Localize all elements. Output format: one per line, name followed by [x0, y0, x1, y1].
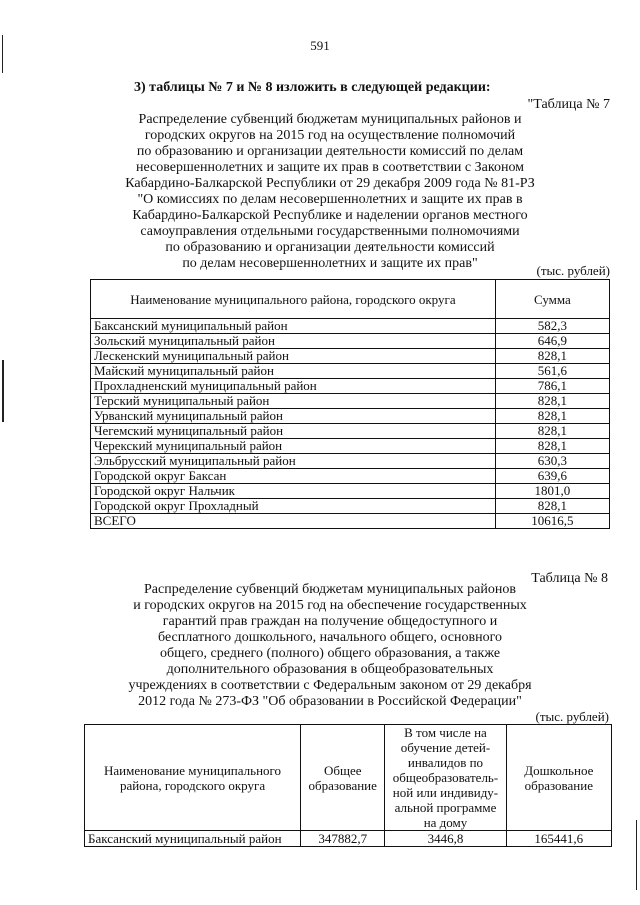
title-line: городских округов на 2015 год на осуществление полномочий: [144, 128, 516, 143]
row-label-cell: Терский муниципальный район: [91, 394, 496, 409]
left-margin-mark: [2, 360, 4, 422]
title-line: дополнительного образования в общеобразовательных: [166, 662, 494, 677]
value-cell: 561,6: [495, 364, 609, 379]
column-header-preschool: Дошкольное образование: [506, 725, 611, 831]
value-cell: 646,9: [495, 334, 609, 349]
value-cell: 630,3: [495, 454, 609, 469]
row-label-cell: Зольский муниципальный район: [91, 334, 496, 349]
row-label-cell: Городской округ Баксан: [91, 469, 496, 484]
table-row: [91, 394, 610, 409]
row-label-cell: Эльбрусский муниципальный район: [91, 454, 496, 469]
value-cell: 347882,7: [301, 831, 385, 847]
title-line: самоуправления отдельными государственными полномочиями: [140, 224, 520, 239]
value-cell: 828,1: [495, 424, 609, 439]
value-cell: 828,1: [495, 499, 609, 514]
table-row: [91, 439, 610, 454]
row-label-cell: Баксанский муниципальный район: [85, 831, 301, 847]
table-row: [91, 364, 610, 379]
table-row: [91, 424, 610, 439]
title-line: 2012 года № 273-ФЗ "Об образовании в Российской Федерации": [138, 694, 522, 709]
table-row: [91, 469, 610, 484]
title-line: несовершеннолетних и защите их прав в соответствии с Законом: [135, 160, 525, 175]
title-line: Кабардино-Балкарской Республике и наделении органов местного: [132, 208, 528, 223]
intro-text: 3) таблицы № 7 и № 8 изложить в следующей редакции:: [134, 80, 491, 95]
value-cell: 639,6: [495, 469, 609, 484]
column-header-name: Наименование муниципального района, городского округа: [85, 725, 301, 831]
title-line: бесплатного дошкольного, начального общего, основного: [158, 630, 502, 645]
table-7-label: "Таблица № 7: [527, 97, 610, 112]
row-label-cell: Городской округ Прохладный: [91, 499, 496, 514]
column-header-name: Наименование муниципального района, городского округа: [91, 280, 496, 319]
value-cell: 828,1: [495, 394, 609, 409]
column-header-sum: Сумма: [495, 280, 609, 319]
table-row: [85, 831, 612, 847]
column-header-disabled: В том числе на обучение детей-инвалидов по общеобразователь-ной или индивиду-альной программе на дому: [385, 725, 506, 831]
table-7-header-row: [91, 280, 610, 319]
right-margin-mark: [636, 820, 637, 890]
value-cell: 3446,8: [385, 831, 506, 847]
value-cell: 10616,5: [495, 514, 609, 529]
title-line: общего, среднего (полного) общего образования, а также: [159, 646, 501, 661]
table-row: [91, 319, 610, 334]
table-row: [91, 349, 610, 364]
table-7: [90, 279, 610, 529]
value-cell: 582,3: [495, 319, 609, 334]
value-cell: 828,1: [495, 409, 609, 424]
value-cell: 828,1: [495, 349, 609, 364]
table-8-units: (тыс. рублей): [535, 709, 609, 724]
title-line: по образованию и организации деятельности комиссий по делам: [136, 144, 524, 159]
title-line: по образованию и организации деятельности комиссий: [165, 240, 495, 255]
column-header-general: Общее образование: [301, 725, 385, 831]
value-cell: 786,1: [495, 379, 609, 394]
table-8-header-row: [85, 725, 612, 831]
table-row: [91, 454, 610, 469]
table-row: [91, 484, 610, 499]
title-line: по делам несовершеннолетних и защите их прав": [182, 256, 478, 271]
table-7-title: [60, 112, 600, 272]
row-label-cell: Майский муниципальный район: [91, 364, 496, 379]
title-line: гарантий прав граждан на получение общедоступного и: [162, 614, 498, 629]
row-label-cell: Чегемский муниципальный район: [91, 424, 496, 439]
page-number: 591: [310, 38, 330, 53]
title-line: и городских округов на 2015 год на обеспечение государственных: [133, 598, 527, 613]
table-row: [91, 514, 610, 529]
table-row: [91, 379, 610, 394]
title-line: Кабардино-Балкарской Республики от 29 декабря 2009 года № 81-РЗ: [125, 176, 535, 191]
title-line: "О комиссиях по делам несовершеннолетних и защите их прав в: [137, 192, 523, 207]
row-label-cell: ВСЕГО: [91, 514, 496, 529]
table-row: [91, 499, 610, 514]
row-label-cell: Прохладненский муниципальный район: [91, 379, 496, 394]
table-8-label: Таблица № 8: [531, 571, 608, 586]
table-8: [84, 724, 612, 847]
row-label-cell: Черекский муниципальный район: [91, 439, 496, 454]
value-cell: 165441,6: [506, 831, 611, 847]
value-cell: 1801,0: [495, 484, 609, 499]
title-line: учреждениях в соответствии с Федеральным законом от 29 декабря: [128, 678, 532, 693]
row-label-cell: Городской округ Нальчик: [91, 484, 496, 499]
title-line: Распределение субвенций бюджетам муниципальных районов: [144, 582, 516, 597]
table-8-title: [60, 582, 600, 710]
title-line: Распределение субвенций бюджетам муниципальных районов и: [138, 112, 522, 127]
value-cell: 828,1: [495, 439, 609, 454]
table-row: [91, 409, 610, 424]
row-label-cell: Урванский муниципальный район: [91, 409, 496, 424]
row-label-cell: Баксанский муниципальный район: [91, 319, 496, 334]
row-label-cell: Лескенский муниципальный район: [91, 349, 496, 364]
table-7-units: (тыс. рублей): [536, 263, 610, 278]
table-row: [91, 334, 610, 349]
